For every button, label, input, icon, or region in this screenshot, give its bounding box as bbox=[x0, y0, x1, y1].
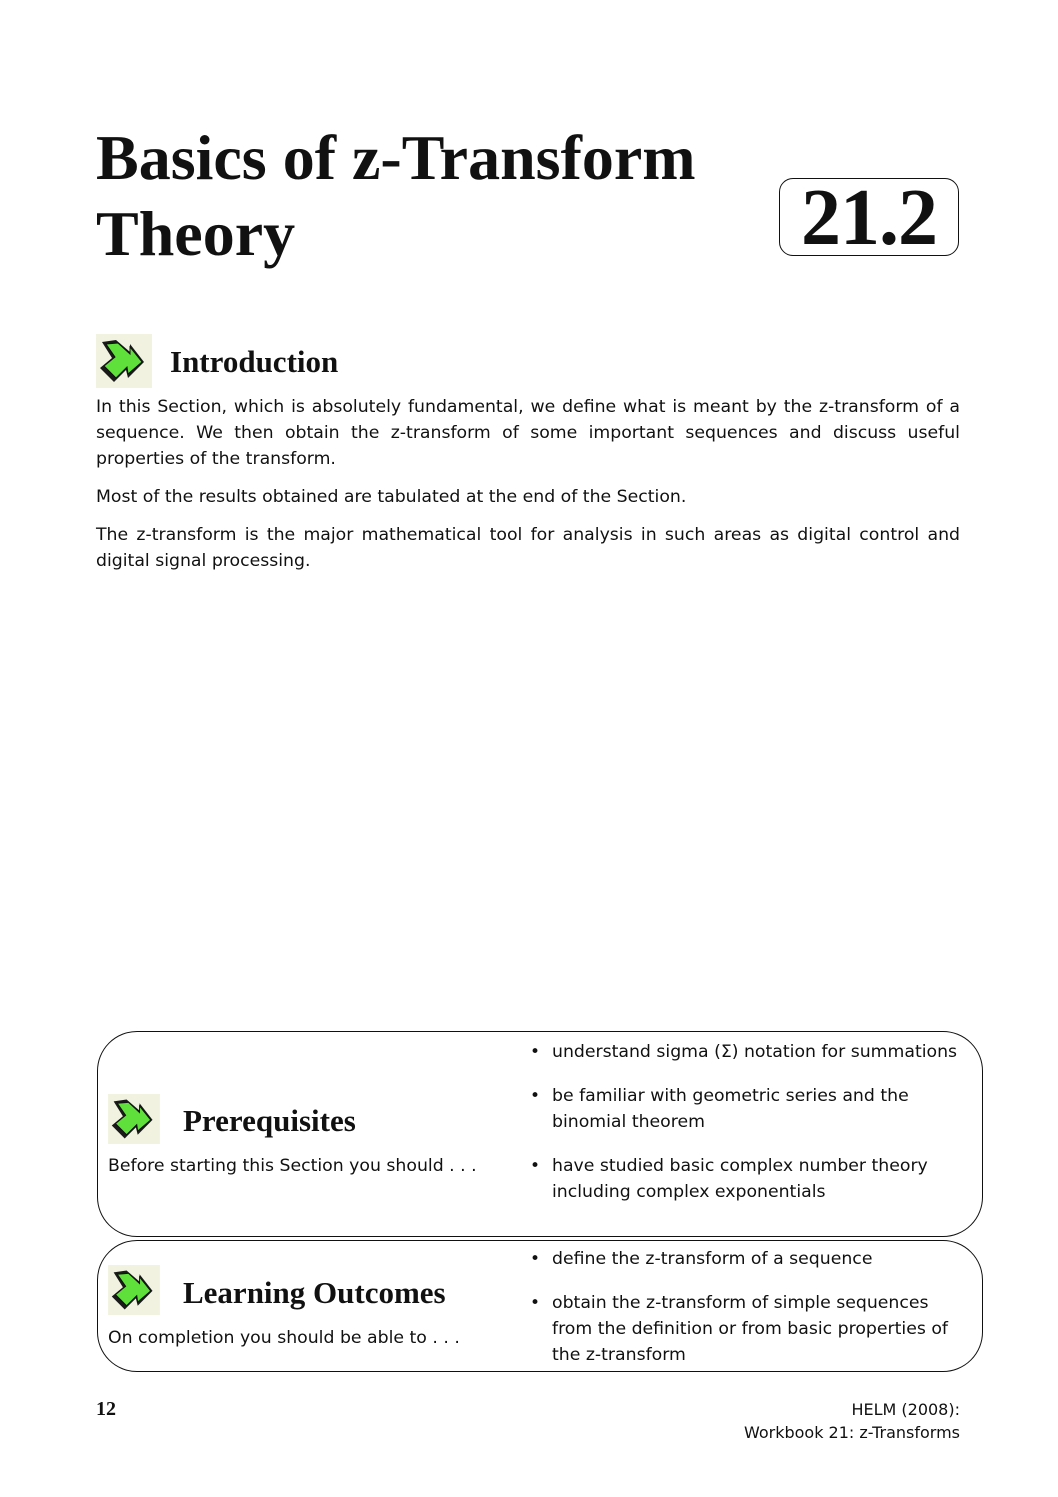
footer-line: HELM (2008): bbox=[851, 1400, 960, 1419]
section-number-badge: 21.2 bbox=[779, 178, 959, 256]
page-title bbox=[96, 120, 696, 272]
prerequisites-heading: Prerequisites bbox=[183, 1103, 356, 1138]
list-item: • obtain the z-transform of simple sequences from the definition or from basic properties of the z-transform bbox=[528, 1290, 958, 1368]
learning-outcomes-box bbox=[97, 1240, 983, 1372]
introduction-paragraph: The z-transform is the major mathematical tool for analysis in such areas as digital control and digital signal processing. bbox=[96, 525, 960, 571]
introduction-paragraph: Most of the results obtained are tabulated at the end of the Section. bbox=[96, 487, 687, 507]
introduction-body bbox=[96, 394, 960, 586]
footer-line: Workbook 21: z-Transforms bbox=[743, 1423, 960, 1442]
introduction-heading: Introduction bbox=[170, 344, 339, 379]
list-item: • be familiar with geometric series and the binomial theorem bbox=[528, 1083, 958, 1135]
title-line-1: Basics of z-Transform bbox=[96, 122, 696, 193]
page-number: 12 bbox=[96, 1398, 116, 1420]
prerequisites-list bbox=[528, 1039, 958, 1223]
learning-outcomes-list bbox=[528, 1246, 958, 1386]
list-item: • have studied basic complex number theory including complex exponentials bbox=[528, 1153, 958, 1205]
introduction-paragraph: In this Section, which is absolutely fundamental, we define what is meant by the z-transform of a sequence. We then obtain the z-transform of some important sequences and discuss useful properties of the transform. bbox=[96, 397, 960, 469]
prerequisites-box bbox=[97, 1031, 983, 1237]
green-arrow-icon bbox=[108, 1265, 160, 1315]
green-arrow-icon bbox=[108, 1094, 160, 1144]
footer-citation bbox=[744, 1398, 960, 1444]
green-arrow-icon bbox=[96, 334, 152, 388]
learning-outcomes-intro: On completion you should be able to . . . bbox=[108, 1328, 460, 1348]
list-item: • define the z-transform of a sequence bbox=[528, 1246, 958, 1272]
learning-outcomes-heading: Learning Outcomes bbox=[183, 1275, 446, 1310]
prerequisites-intro: Before starting this Section you should . . . bbox=[108, 1156, 477, 1176]
title-line-2: Theory bbox=[96, 198, 296, 269]
list-item: • understand sigma (Σ) notation for summations bbox=[528, 1039, 958, 1065]
